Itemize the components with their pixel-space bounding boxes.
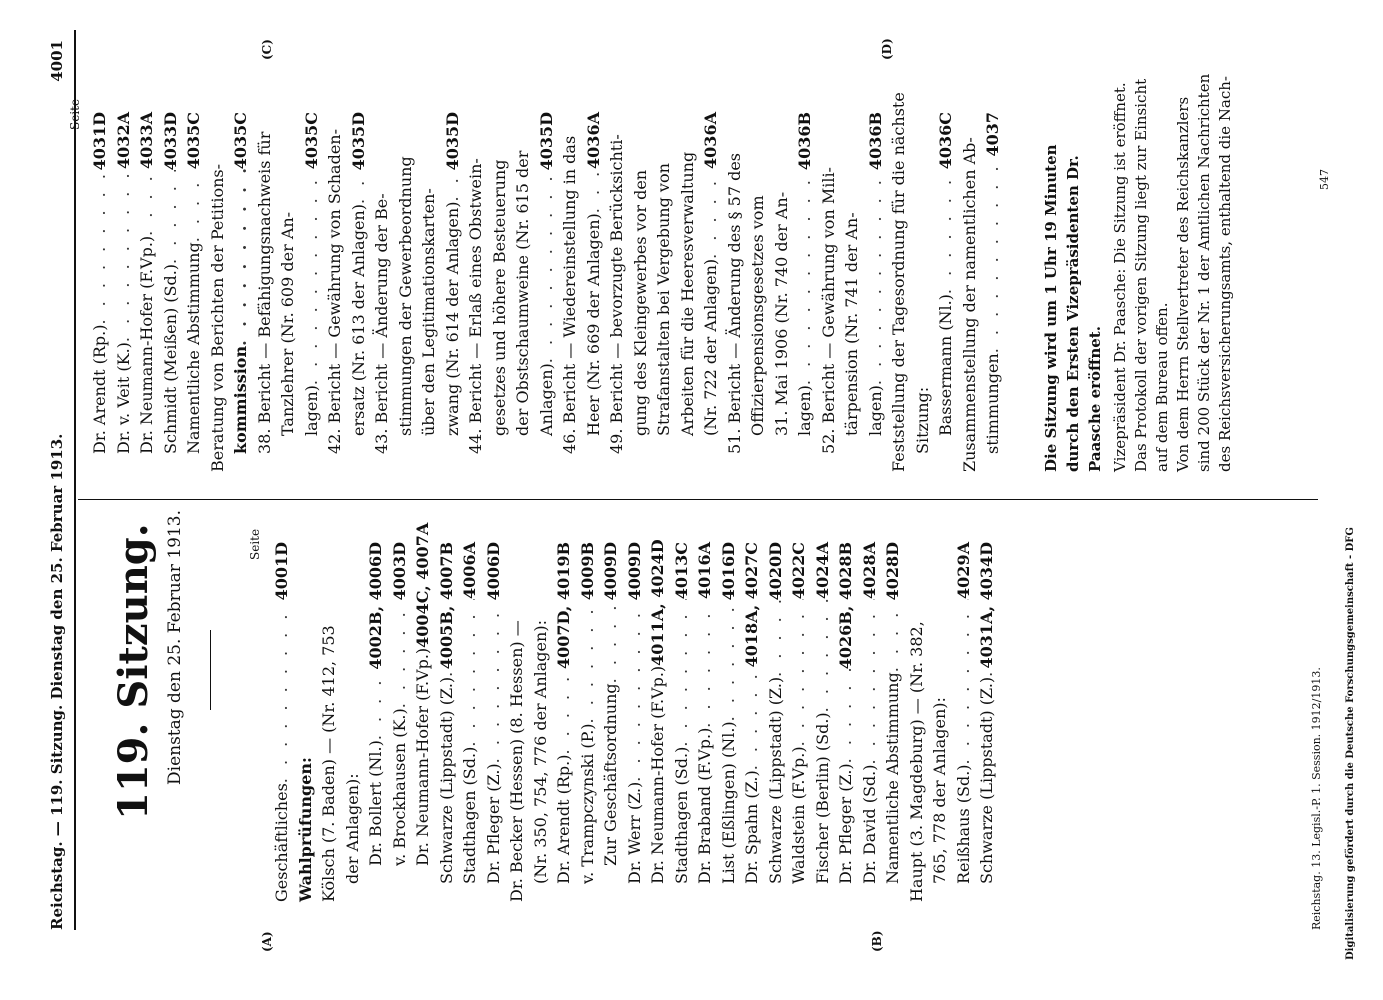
- toc-entry: [323, 112, 347, 472]
- toc-leader-dots: [981, 162, 1005, 353]
- toc-page-ref: 4009D: [601, 542, 620, 601]
- toc-entry: [723, 112, 747, 472]
- toc-page-ref: 4037: [983, 112, 1002, 157]
- margin-d: (D): [880, 38, 894, 60]
- opening-note: Die Sitzung wird um 1 Uhr 19 Minuten durch den Ersten Vizepräsidenten Dr. Paasche eröffnet.: [1042, 144, 1104, 472]
- contents-left-column: [270, 522, 999, 902]
- toc-entry: [159, 112, 183, 472]
- toc-entry: [388, 542, 412, 902]
- toc-entry: [535, 112, 559, 472]
- toc-page-ref: 4007D, 4019B: [554, 542, 573, 670]
- toc-entry-text: v. Trampczynski (P.): [577, 723, 597, 884]
- toc-entry: [764, 542, 788, 902]
- body-line: des Reichsversicherungsamts, enthaltend die Nach-: [1216, 76, 1234, 472]
- toc-leader-dots: [864, 170, 888, 385]
- toc-page-ref: 4006A: [460, 542, 479, 599]
- toc-entry: [905, 542, 929, 902]
- toc-page-ref: 4022C: [789, 542, 808, 600]
- body-line: sind 200 Stück der Nr. 1 der Amtlichen Nachrichten: [1195, 73, 1213, 472]
- toc-entry-text: Dr. Braband (F.Vp.): [695, 727, 714, 884]
- toc-entry-text: lagen): [795, 385, 814, 436]
- column-divider: [78, 499, 1318, 500]
- toc-leader-dots: [699, 169, 723, 259]
- toc-entry: [300, 112, 324, 472]
- toc-entry-text: 49. Bericht — bevorzugte Berücksichti-: [607, 134, 626, 454]
- toc-entry-text: 46. Bericht — Wiedereinstellung in das: [560, 135, 579, 454]
- toc-entry: [229, 112, 253, 472]
- toc-leader-dots: [435, 669, 459, 677]
- toc-page-ref: 4036B: [795, 112, 814, 171]
- toc-entry: [294, 542, 318, 902]
- toc-page-ref: 4036C: [936, 112, 955, 170]
- toc-entry: [182, 112, 206, 472]
- toc-entry-text: Zusammenstellung der namentlichen Ab-: [959, 137, 979, 472]
- toc-page-ref: 4024A: [812, 542, 832, 599]
- toc-entry-text: Wahlprüfungen:: [295, 757, 315, 902]
- toc-page-ref: 4036B: [865, 112, 885, 171]
- toc-leader-dots: [182, 169, 206, 242]
- toc-entry-text: lagen): [865, 385, 885, 436]
- toc-page-ref: 4035C: [231, 112, 250, 170]
- toc-entry-text: Kölsch (7. Baden) — (Nr. 412, 753: [319, 625, 338, 902]
- toc-entry: [435, 542, 459, 902]
- toc-page-ref: 4002B, 4006D: [366, 542, 385, 670]
- toc-entry-text: Offizierpensionsgesetzes vom: [748, 195, 767, 436]
- toc-page-ref: 4018A, 4027C: [742, 542, 761, 668]
- header-rule: [74, 30, 76, 930]
- toc-leader-dots: [623, 600, 647, 781]
- toc-entry-text: 38. Bericht — Befähigungsnachweis für: [254, 131, 274, 454]
- toc-entry-text: Dr. Neumann-Hofer (F.Vp.): [137, 235, 156, 454]
- toc-entry-text: Dr. Spahn (Z.): [742, 770, 761, 884]
- toc-entry-text: (Nr. 722 der Anlagen): [701, 258, 720, 436]
- toc-page-ref: 4004C, 4007A: [413, 522, 432, 648]
- toc-leader-dots: [229, 169, 253, 346]
- toc-entry-text: Dr. Arendt (Rp.): [90, 324, 109, 454]
- toc-leader-dots: [717, 600, 741, 721]
- toc-page-ref: 4033D: [160, 112, 180, 171]
- toc-leader-dots: [952, 599, 976, 765]
- toc-entry: [629, 112, 653, 472]
- header-page-number: 4001: [48, 40, 66, 82]
- toc-entry: [975, 542, 999, 902]
- toc-entry-text: Tanzlehrer (Nr. 609 der An-: [278, 211, 297, 436]
- toc-entry: [834, 542, 858, 902]
- toc-leader-dots: [135, 169, 159, 236]
- toc-entry: [582, 112, 606, 472]
- toc-page-ref: 4035C: [184, 112, 203, 170]
- toc-entry-text: Arbeiten für die Heeresverwaltung: [677, 151, 697, 436]
- toc-entry: [864, 112, 888, 472]
- toc-entry-text: Stadthagen (Sd.): [460, 746, 479, 884]
- toc-entry-text: Feststellung der Tagesordnung für die nächste: [889, 92, 908, 472]
- toc-entry: [511, 112, 535, 472]
- toc-leader-dots: [535, 170, 559, 363]
- seite-label-right: Seite: [68, 98, 82, 130]
- toc-page-ref: 4020D: [765, 542, 785, 601]
- body-line: Vizepräsident Dr. Paasche: Die Sitzung ist eröffnet.: [1111, 82, 1129, 472]
- toc-entry-text: Schwarze (Lippstadt) (Z.): [765, 676, 785, 884]
- toc-entry-text: Dr. Pfleger (Z.): [483, 763, 503, 884]
- toc-entry: [746, 112, 770, 472]
- credit-text: Digitalisierung gefördert durch die Deutsche Forschungsgemeinschaft - DFG: [1345, 527, 1356, 960]
- toc-page-ref: 4028D: [883, 542, 902, 601]
- toc-page-ref: 4009D: [624, 542, 644, 601]
- toc-entry: [394, 112, 418, 472]
- toc-leader-dots: [740, 667, 764, 770]
- toc-entry-text: List (Eßlingen) (Nl.): [718, 721, 738, 884]
- toc-entry: [605, 112, 629, 472]
- toc-leader-dots: [388, 600, 412, 708]
- toc-page-ref: 4026B, 4028B: [836, 542, 855, 670]
- toc-leader-dots: [693, 599, 717, 728]
- toc-entry: [952, 542, 976, 902]
- toc-entry: [270, 542, 294, 902]
- toc-entry-text: zwang (Nr. 614 der Anlagen): [442, 201, 462, 436]
- toc-entry: [276, 112, 300, 472]
- toc-entry-text: der Anlagen):: [342, 773, 362, 884]
- toc-leader-dots: [787, 599, 811, 746]
- body-text: [1110, 73, 1236, 472]
- toc-entry: [341, 542, 365, 902]
- toc-entry-text: (Nr. 350, 754, 776 der Anlagen):: [530, 620, 550, 884]
- margin-a: (A): [260, 931, 274, 952]
- toc-entry: [370, 112, 394, 472]
- toc-entry: [740, 542, 764, 902]
- toc-page-ref: 4031A, 4034D: [977, 542, 996, 669]
- toc-entry-text: Reißhaus (Sd.): [953, 764, 973, 884]
- toc-leader-dots: [347, 170, 371, 204]
- toc-leader-dots: [764, 600, 788, 676]
- toc-entry: [253, 112, 277, 472]
- toc-entry: [576, 542, 600, 902]
- toc-entry-text: 52. Bericht — Gewährung von Mili-: [818, 167, 838, 454]
- toc-entry: [811, 542, 835, 902]
- toc-leader-dots: [159, 170, 183, 264]
- toc-entry-text: 43. Bericht — Änderung der Be-: [372, 193, 391, 454]
- toc-entry: [693, 542, 717, 902]
- toc-entry: [112, 112, 136, 472]
- toc-entry-text: 51. Bericht — Änderung des § 57 des: [724, 152, 744, 454]
- toc-entry-text: Stadthagen (Sd.): [671, 746, 691, 884]
- toc-leader-dots: [441, 170, 465, 201]
- toc-entry: [840, 112, 864, 472]
- toc-entry-text: Namentliche Abstimmung: [184, 242, 203, 454]
- page-footer: Reichstag. 13. Legisl.-P. 1. Session. 1912/1913.: [1310, 667, 1323, 930]
- toc-leader-dots: [112, 169, 136, 342]
- toc-entry-text: Haupt (3. Magdeburg) — (Nr. 382,: [906, 621, 926, 902]
- toc-entry: [458, 542, 482, 902]
- toc-entry-text: Geschäftliches: [272, 783, 291, 902]
- toc-entry-text: Dr. David (Sd.): [859, 764, 879, 884]
- toc-page-ref: 4036A: [583, 112, 603, 169]
- toc-entry-text: kommission: [231, 345, 250, 454]
- toc-entry-text: Dr. Neumann-Hofer (F.Vp.): [648, 665, 667, 884]
- toc-entry-text: 765, 778 der Anlagen):: [930, 697, 949, 884]
- toc-leader-dots: [670, 599, 694, 746]
- toc-page-ref: 4011A, 4024D: [648, 539, 667, 666]
- body-line: auf dem Bureau offen.: [1153, 302, 1171, 472]
- toc-page-ref: 4005B, 4007B: [436, 542, 456, 670]
- toc-entry: [317, 542, 341, 902]
- toc-entry: [417, 112, 441, 472]
- toc-leader-dots: [834, 669, 858, 763]
- toc-entry-text: der Obstschaumweine (Nr. 615 der: [513, 150, 532, 436]
- contents-right-column: [88, 92, 1005, 472]
- toc-page-ref: 4031D: [90, 112, 109, 171]
- toc-entry-text: lagen): [301, 385, 321, 436]
- toc-leader-dots: [582, 169, 606, 213]
- toc-entry-text: Schwarze (Lippstadt) (Z.): [977, 676, 996, 884]
- toc-leader-dots: [599, 600, 623, 683]
- toc-page-ref: 4035D: [536, 112, 556, 171]
- toc-page-ref: 4036A: [701, 112, 720, 169]
- toc-page-ref: 4016D: [718, 542, 738, 601]
- toc-entry: [881, 542, 905, 902]
- header-title: Reichstag. — 119. Sitzung. Dienstag den 25. Februar 1913.: [48, 433, 66, 930]
- toc-entry: [646, 539, 670, 902]
- toc-entry-text: Dr. v. Veit (K.): [113, 342, 133, 454]
- toc-entry: [441, 112, 465, 472]
- toc-leader-dots: [975, 669, 999, 677]
- toc-entry: [817, 112, 841, 472]
- toc-leader-dots: [482, 600, 506, 763]
- toc-entry: [787, 542, 811, 902]
- toc-entry-text: tärpension (Nr. 741 der An-: [842, 212, 861, 436]
- toc-entry: [887, 92, 911, 472]
- title-rule: [210, 630, 211, 710]
- margin-b: (B): [870, 930, 884, 952]
- toc-entry-text: Waldstein (F.Vp.): [789, 746, 808, 884]
- toc-leader-dots: [88, 170, 112, 324]
- toc-entry-text: Namentliche Abstimmung: [883, 672, 902, 884]
- toc-entry: [135, 112, 159, 472]
- toc-page-ref: 4028A: [859, 542, 879, 599]
- toc-leader-dots: [300, 169, 324, 385]
- toc-entry-text: Dr. Werr (Z.): [624, 781, 644, 884]
- seite-label-left: Seite: [248, 528, 262, 560]
- toc-entry-text: Dr. Neumann-Hofer (F.Vp.): [413, 647, 432, 866]
- toc-leader-dots: [793, 170, 817, 385]
- toc-entry: [347, 112, 371, 472]
- toc-leader-dots: [934, 169, 958, 294]
- toc-entry: [793, 112, 817, 472]
- toc-entry-text: Schmidt (Meißen) (Sd.): [160, 263, 180, 454]
- toc-leader-dots: [552, 669, 576, 754]
- toc-entry: [670, 542, 694, 902]
- toc-entry: [529, 542, 553, 902]
- toc-entry-text: 42. Bericht — Gewährung von Schaden-: [325, 128, 344, 454]
- toc-entry-text: gesetzes und höhere Besteuerung: [489, 159, 509, 436]
- toc-entry: [981, 112, 1005, 472]
- toc-entry: [364, 542, 388, 902]
- toc-leader-dots: [881, 600, 905, 672]
- digitization-credit: [1345, 527, 1356, 960]
- toc-entry: [676, 112, 700, 472]
- toc-entry-text: Dr. Pfleger (Z.): [836, 763, 855, 884]
- toc-entry-text: Zur Geschäftsordnung: [601, 683, 620, 866]
- toc-page-ref: 4009B: [577, 542, 597, 601]
- toc-entry: [88, 112, 112, 472]
- toc-entry: [482, 542, 506, 902]
- toc-leader-dots: [858, 599, 882, 765]
- toc-entry-text: Dr. Arendt (Rp.): [554, 754, 573, 884]
- toc-entry-text: 31. Mai 1906 (Nr. 740 der An-: [771, 191, 791, 436]
- toc-page-ref: 4035D: [442, 112, 462, 171]
- toc-entry: [699, 112, 723, 472]
- toc-entry: [911, 112, 935, 472]
- toc-entry: [599, 542, 623, 902]
- toc-entry-text: gung des Kleingewerbes vor den: [630, 169, 650, 436]
- toc-leader-dots: [364, 670, 388, 741]
- toc-entry-text: 44. Bericht — Erlaß eines Obstwein-: [466, 158, 485, 454]
- toc-entry: [488, 112, 512, 472]
- toc-entry-text: Sitzung:: [912, 386, 932, 454]
- toc-entry-text: Anlagen): [536, 363, 556, 436]
- toc-entry: [411, 522, 435, 902]
- toc-entry: [552, 542, 576, 902]
- toc-entry: [623, 542, 647, 902]
- toc-entry: [558, 112, 582, 472]
- running-header: [48, 40, 70, 930]
- toc-entry-text: stimmungen: [983, 353, 1002, 454]
- body-line: Von dem Herrn Stellvertreter des Reichskanzlers: [1174, 96, 1192, 472]
- toc-entry-text: v. Brockhausen (K.): [389, 708, 409, 866]
- toc-page-ref: 4003D: [389, 542, 409, 601]
- toc-entry: [505, 542, 529, 902]
- toc-leader-dots: [458, 599, 482, 747]
- session-title: 119. Sitzung.: [110, 523, 157, 820]
- session-date: Dienstag den 25. Februar 1913.: [165, 509, 185, 785]
- toc-entry: [934, 112, 958, 472]
- toc-entry: [464, 112, 488, 472]
- signature-mark: 547: [1318, 169, 1331, 190]
- toc-entry-text: Beratung von Berichten der Petitions-: [207, 164, 227, 472]
- toc-page-ref: 4029A: [953, 542, 973, 599]
- toc-entry: [928, 542, 952, 902]
- toc-leader-dots: [576, 600, 600, 723]
- margin-c: (C): [260, 39, 274, 60]
- toc-entry-text: Dr. Becker (Hessen) (8. Hessen) —: [507, 620, 526, 902]
- toc-page-ref: 4032A: [113, 112, 133, 169]
- toc-page-ref: 4006D: [483, 542, 503, 601]
- toc-entry-text: ersatz (Nr. 613 der Anlagen): [348, 204, 368, 436]
- toc-entry: [717, 542, 741, 902]
- toc-entry-text: stimmungen der Gewerbeordnung: [395, 156, 415, 436]
- toc-entry-text: über den Legitimationskarten-: [419, 188, 438, 436]
- toc-page-ref: 4035D: [348, 112, 368, 171]
- toc-page-ref: 4013C: [671, 542, 691, 600]
- toc-leader-dots: [811, 599, 835, 712]
- toc-entry-text: Schwarze (Lippstadt) (Z.): [436, 676, 456, 884]
- toc-entry: [858, 542, 882, 902]
- toc-entry-text: Fischer (Berlin) (Sd.): [812, 712, 832, 884]
- toc-page-ref: 4001D: [272, 542, 291, 601]
- toc-leader-dots: [270, 600, 294, 783]
- toc-entry: [770, 112, 794, 472]
- toc-entry-text: Strafanstalten bei Vergebung von: [654, 163, 673, 436]
- toc-entry-text: Bassermann (Nl.): [936, 294, 955, 436]
- body-line: Das Protokoll der vorigen Sitzung liegt zur Einsicht: [1132, 78, 1150, 472]
- toc-page-ref: 4016A: [695, 542, 714, 599]
- toc-entry-text: Dr. Bollert (Nl.): [366, 740, 385, 866]
- toc-entry: [652, 112, 676, 472]
- toc-entry: [206, 112, 230, 472]
- toc-entry-text: Heer (Nr. 669 der Anlagen): [583, 213, 603, 436]
- toc-entry: [958, 112, 982, 472]
- toc-page-ref: 4035C: [301, 112, 321, 170]
- toc-page-ref: 4033A: [137, 112, 156, 169]
